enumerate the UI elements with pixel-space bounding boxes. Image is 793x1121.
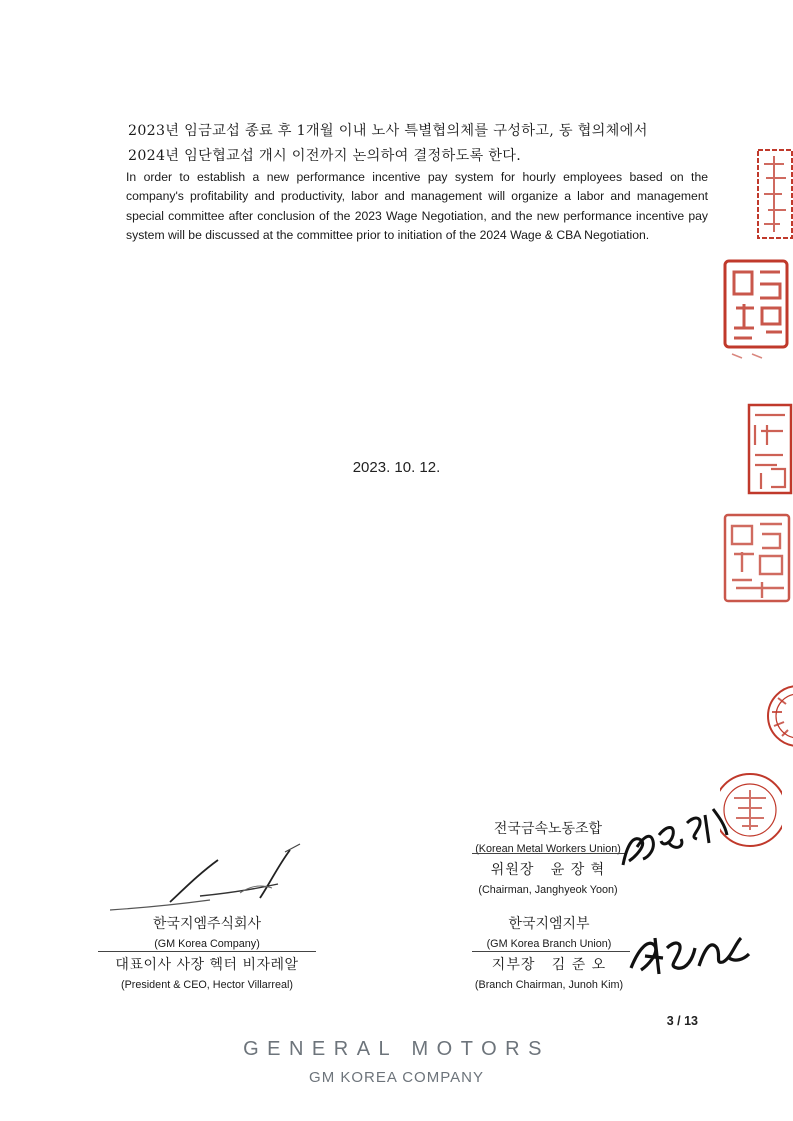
footer-gm-korea-company: GM KOREA COMPANY [309, 1069, 484, 1086]
branch-signature-line [472, 951, 630, 952]
union-chairman-korean: 위원장 윤 장 혁 [490, 862, 606, 878]
ceo-signature [100, 838, 320, 918]
branch-chairman-english: (Branch Chairman, Junoh Kim) [474, 979, 624, 991]
company-org-korean: 한국지엠주식회사 [152, 916, 262, 932]
korean-clause-line-2: 2024년 임단협교섭 개시 이전까지 논의하여 결정하도록 한다. [128, 148, 522, 164]
page-number: 3 / 13 [666, 1014, 698, 1028]
union-chairman-signature [615, 795, 735, 875]
english-clause-paragraph: In order to establish a new performance incentive pay system for hourly employees based on the company's profitability and productivity, labor and management will organize a labor and management special committee after conclusion of the 2023 Wage Negotiation, and the new performance incentive pay system will be discussed at the committee prior to initiation of the 2024 Wage & CBA Negotiation. [126, 170, 708, 243]
company-ceo-english: (President & CEO, Hector Villarreal) [120, 979, 293, 991]
branch-org-korean: 한국지엠지부 [508, 916, 590, 932]
branch-chairman-signature [625, 918, 755, 980]
union-org-korean: 전국금속노동조합 [493, 821, 603, 837]
branch-org-english: (GM Korea Branch Union) [486, 938, 612, 950]
company-signature-block [96, 913, 318, 991]
seal-stamp-4 [722, 512, 793, 606]
seal-stamp-2 [722, 258, 793, 362]
seal-stamp-1 [756, 148, 793, 240]
union-signature-block [470, 818, 626, 896]
union-signature-line [472, 853, 626, 854]
company-round-seal [756, 678, 793, 750]
korean-clause-line-1: 2023년 임금교섭 종료 후 1개월 이내 노사 특별협의체를 구성하고, 동 협의체에서 [128, 123, 648, 139]
footer-brand-general-motors: GENERAL MOTORS [243, 1038, 550, 1060]
union-round-seal [720, 768, 782, 852]
company-signature-line [98, 951, 316, 952]
agreement-date: 2023. 10. 12. [352, 459, 441, 476]
branch-chairman-korean: 지부장 김 준 오 [491, 957, 607, 973]
company-ceo-korean: 대표이사 사장 헥터 비자레알 [115, 957, 299, 973]
union-org-english: (Korean Metal Workers Union) [475, 843, 621, 855]
union-chairman-english: (Chairman, Janghyeok Yoon) [478, 884, 618, 896]
company-org-english: (GM Korea Company) [154, 938, 260, 950]
branch-signature-block [466, 913, 632, 991]
seal-stamp-3 [747, 403, 793, 495]
